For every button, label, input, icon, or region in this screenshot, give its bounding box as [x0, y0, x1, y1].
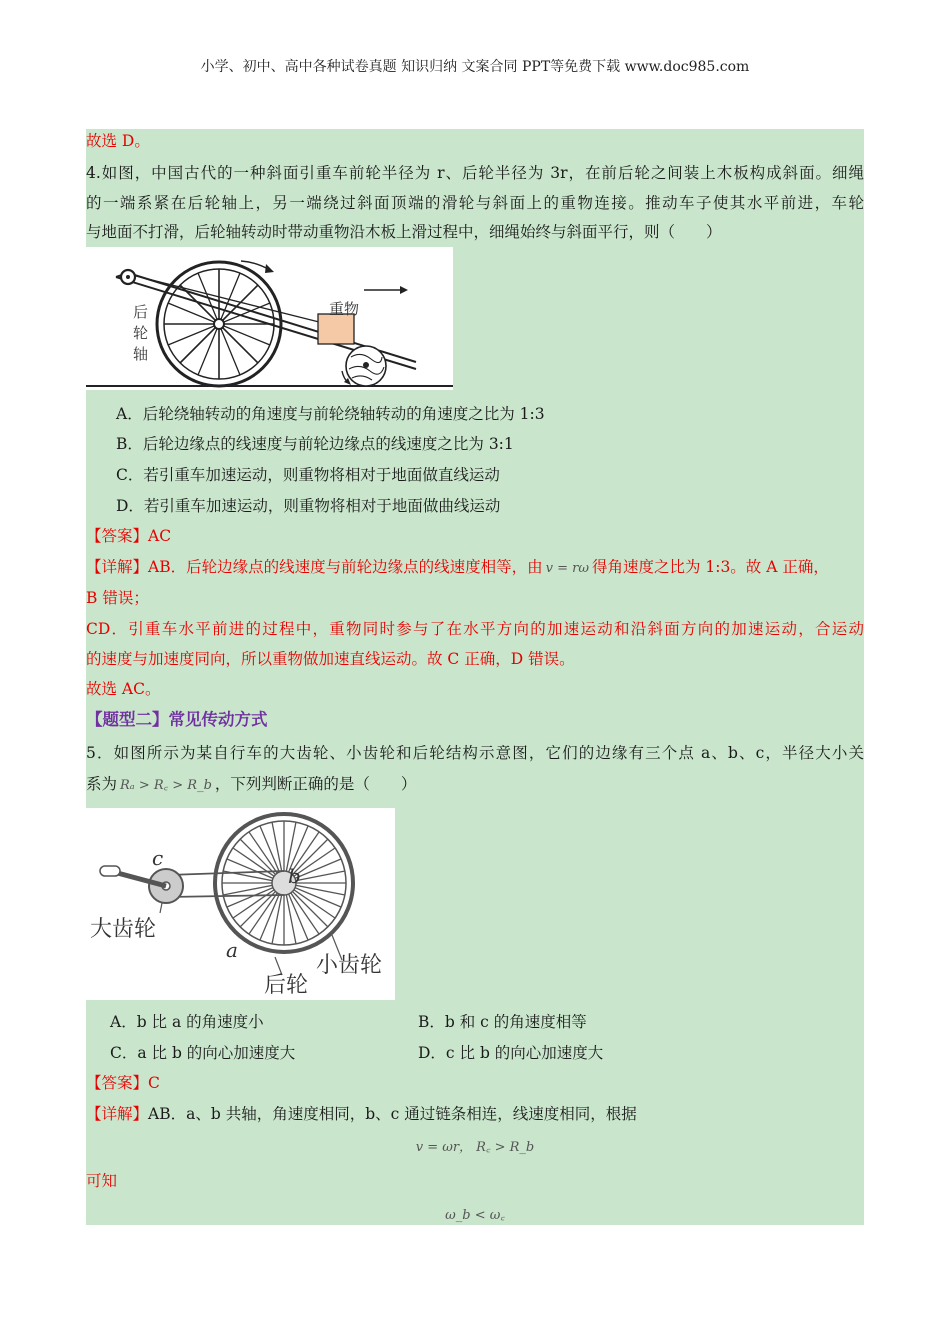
rear-axle-label-char3: 轴 [133, 345, 149, 363]
q4-option-b: B．后轮边缘点的线速度与前轮边缘点的线速度之比为 3:1 [116, 435, 514, 453]
q5-answer-value: C [148, 1074, 160, 1092]
chain-bottom [168, 895, 284, 897]
q4-detail-line3: CD．引重车水平前进的过程中，重物同时参与了在水平方向的加速运动和沿斜面方向的加速运动，合运动 [86, 620, 864, 638]
figure-incline-cart [86, 247, 453, 390]
q4-stem-line1: 4.如图，中国古代的一种斜面引重车前轮半径为 r、后轮半径为 3r，在前后轮之间装上木板构成斜面。细绳 [86, 164, 864, 182]
q4-detail-text-a: AB．后轮边缘点的线速度与前轮边缘点的线速度相等，由 [148, 558, 543, 576]
rear-wheel-icon [215, 814, 353, 952]
weight-label: 重物 [329, 300, 360, 318]
point-b-label: b [288, 864, 301, 888]
q5-detail-formula2: ω_b < ω꜀ [445, 1208, 505, 1223]
q4-answer [86, 526, 171, 546]
q5-answer [86, 1073, 160, 1093]
point-c-label: c [152, 846, 164, 870]
q5-option-b: B．b 和 c 的角速度相等 [418, 1013, 587, 1031]
q5-option-c: C．a 比 b 的向心加速度大 [110, 1044, 296, 1062]
q4-answer-label: 【答案】 [86, 527, 149, 545]
page-header: 小学、初中、高中各种试卷真题 知识归纳 文案合同 PPT等免费下载 www.doc985.com [200, 59, 750, 75]
q5-option-d: D．c 比 b 的向心加速度大 [418, 1044, 604, 1062]
prev-conclusion: 故选 D。 [86, 132, 150, 150]
q4-stem-line3: 与地面不打滑，后轮轴转动时带动重物沿木板上滑过程中，细绳始终与斜面平行，则（ ） [86, 223, 722, 241]
q5-radius-formula: Rₐ > R꜀ > R_b [120, 778, 212, 793]
q4-option-d: D．若引重车加速运动，则重物将相对于地面做曲线运动 [116, 497, 501, 515]
q4-detail-line2: B 错误； [86, 589, 149, 607]
q4-option-a: A．后轮绕轴转动的角速度与前轮绕轴转动的角速度之比为 1:3 [116, 405, 545, 423]
q4-detail-formula: v = rω [545, 561, 589, 576]
q5-detail-label: 【详解】 [86, 1105, 149, 1123]
rear-axle-label-char1: 后 [133, 303, 149, 321]
rear-axle-label-char2: 轮 [133, 324, 149, 342]
figure-bicycle-gears [86, 808, 395, 1000]
q4-stem-line2: 的一端系紧在后轮轴上，另一端绕过斜面顶端的滑轮与斜面上的重物连接。推动车子使其水平前进，车轮 [86, 194, 864, 212]
front-wheel-icon [346, 346, 386, 386]
q5-option-a: A．b 比 a 的角速度小 [110, 1013, 264, 1031]
small-gear-label: 小齿轮 [316, 953, 383, 978]
q4-detail-label: 【详解】 [86, 558, 149, 576]
q5-detail-conclude: 可知 [86, 1172, 118, 1190]
rear-wheel-label: 后轮 [264, 973, 309, 998]
point-a-label: a [226, 938, 238, 962]
q4-answer-value: AC [148, 527, 172, 545]
q4-option-c: C．若引重车加速运动，则重物将相对于地面做直线运动 [116, 466, 500, 484]
q5-detail-text: AB．a、b 共轴，角速度相同，b、c 通过链条相连，线速度相同，根据 [148, 1105, 637, 1123]
q5-stem-text-b: ，下列判断正确的是（ ） [214, 775, 417, 793]
q5-stem-text-a: 系为 [86, 775, 118, 793]
q4-detail-line1 [86, 557, 864, 579]
q5-stem-line2 [86, 774, 416, 796]
rear-wheel-icon [157, 262, 281, 386]
q5-answer-label: 【答案】 [86, 1074, 149, 1092]
q4-detail-line4: 的速度与加速度同向，所以重物做加速直线运动。故 C 正确，D 错误。 [86, 650, 575, 668]
q5-detail-formula: v = ωr， R꜀ > R_b [415, 1140, 535, 1155]
q4-conclusion: 故选 AC。 [86, 680, 161, 698]
q5-stem-line1: 5．如图所示为某自行车的大齿轮、小齿轮和后轮结构示意图，它们的边缘有三个点 a、b、c，半径大小关 [86, 744, 864, 762]
q4-detail-text-b: 得角速度之比为 1:3。故 A 正确， [591, 558, 829, 576]
q5-detail-line1 [86, 1104, 637, 1124]
rear-axle-label [133, 302, 148, 365]
section-title: 【题型二】常见传动方式 [86, 710, 268, 729]
big-gear-label: 大齿轮 [90, 917, 157, 942]
